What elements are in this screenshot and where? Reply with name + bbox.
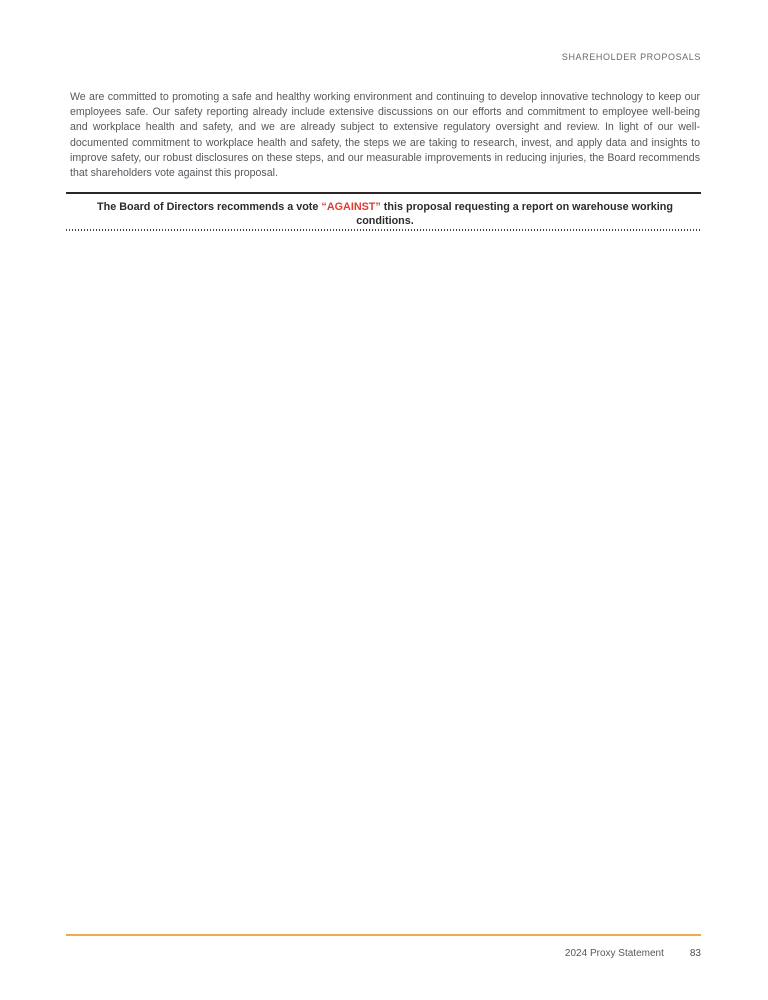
page-footer [66, 948, 701, 959]
footer-accent-rule [66, 934, 701, 936]
dotted-divider [66, 229, 701, 231]
recommendation-top-rule [66, 192, 701, 194]
running-header: SHAREHOLDER PROPOSALS [561, 52, 701, 62]
vote-against-text: “AGAINST” [321, 201, 381, 213]
body-paragraph: We are committed to promoting a safe and healthy working environment and continuing to develop innovative technology to keep our employees safe. Our safety reporting already include extensive discussions on our efforts and commitment to employee well-being and workplace health and safety, and we are already subject to extensive regulatory oversight and review. In light of our well-documented commitment to workplace health and safety, the steps we are taking to research, invest, and apply data and insights to improve safety, our robust disclosures on these steps, and our measurable improvements in reducing injuries, the Board recommends that shareholders vote against this proposal. [70, 91, 700, 180]
footer-page-number: 83 [689, 948, 701, 959]
footer-document-title: 2024 Proxy Statement [564, 948, 664, 959]
recommendation-prefix: The Board of Directors recommends a vote [97, 201, 322, 213]
recommendation-suffix: this proposal requesting a report on warehouse working conditions. [356, 201, 673, 227]
board-recommendation [70, 201, 700, 228]
